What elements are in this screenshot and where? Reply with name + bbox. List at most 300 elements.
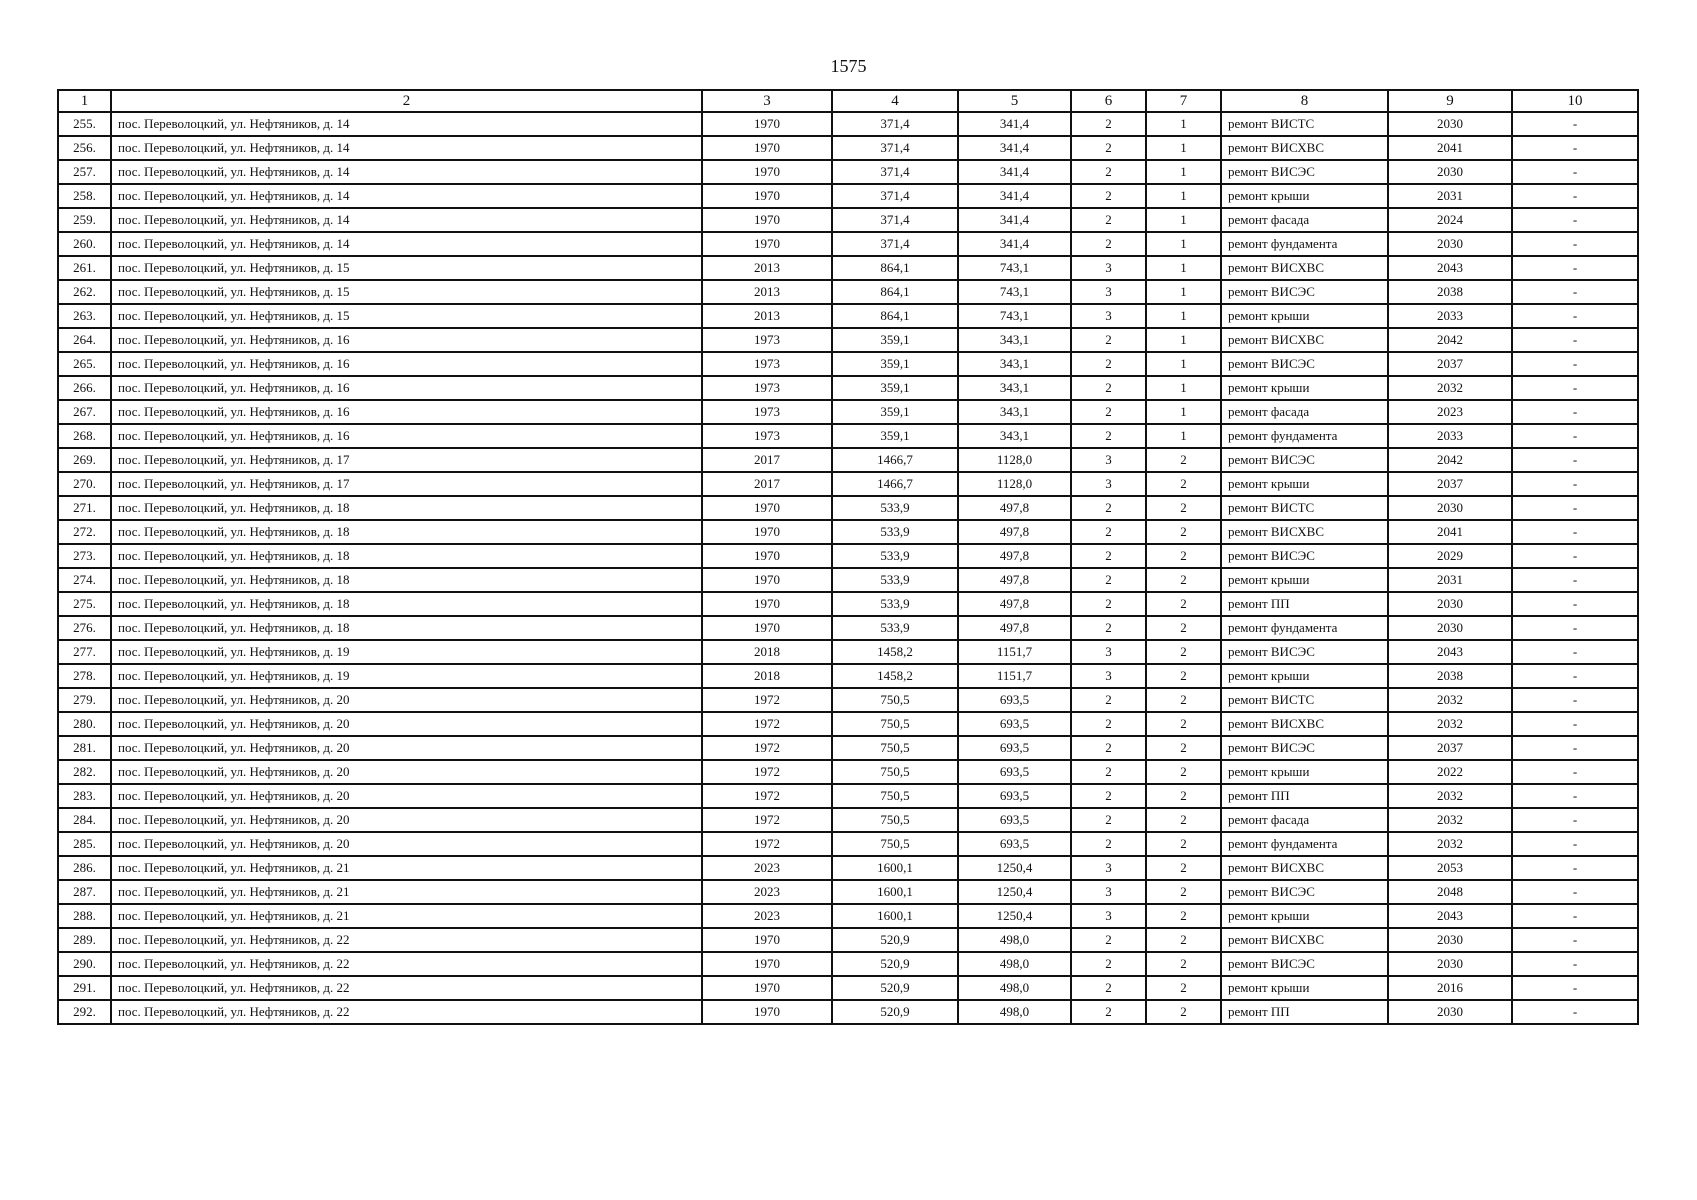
- row-number-cell: 269.: [58, 448, 111, 472]
- column-header: 8: [1221, 90, 1388, 112]
- residential-area-cell: 497,8: [958, 592, 1071, 616]
- total-area-cell: 520,9: [832, 1000, 958, 1024]
- entrances-cell: 2: [1146, 760, 1221, 784]
- row-number-cell: 267.: [58, 400, 111, 424]
- work-type-cell: ремонт фасада: [1221, 400, 1388, 424]
- planned-year-cell: 2033: [1388, 304, 1512, 328]
- residential-area-cell: 497,8: [958, 616, 1071, 640]
- residential-area-cell: 343,1: [958, 400, 1071, 424]
- note-cell: -: [1512, 184, 1638, 208]
- work-type-cell: ремонт крыши: [1221, 664, 1388, 688]
- floors-cell: 2: [1071, 400, 1146, 424]
- note-cell: -: [1512, 952, 1638, 976]
- address-cell: пос. Переволоцкий, ул. Нефтяников, д. 21: [111, 880, 702, 904]
- total-area-cell: 750,5: [832, 712, 958, 736]
- floors-cell: 2: [1071, 760, 1146, 784]
- row-number-cell: 290.: [58, 952, 111, 976]
- work-type-cell: ремонт фундамента: [1221, 424, 1388, 448]
- residential-area-cell: 341,4: [958, 232, 1071, 256]
- residential-area-cell: 341,4: [958, 112, 1071, 136]
- row-number-cell: 265.: [58, 352, 111, 376]
- total-area-cell: 750,5: [832, 784, 958, 808]
- note-cell: -: [1512, 928, 1638, 952]
- year-built-cell: 2023: [702, 856, 832, 880]
- floors-cell: 2: [1071, 544, 1146, 568]
- year-built-cell: 1970: [702, 928, 832, 952]
- note-cell: -: [1512, 304, 1638, 328]
- column-header: 2: [111, 90, 702, 112]
- planned-year-cell: 2037: [1388, 352, 1512, 376]
- floors-cell: 3: [1071, 904, 1146, 928]
- entrances-cell: 2: [1146, 736, 1221, 760]
- planned-year-cell: 2037: [1388, 472, 1512, 496]
- note-cell: -: [1512, 160, 1638, 184]
- residential-area-cell: 1250,4: [958, 856, 1071, 880]
- row-number-cell: 292.: [58, 1000, 111, 1024]
- entrances-cell: 2: [1146, 808, 1221, 832]
- row-number-cell: 266.: [58, 376, 111, 400]
- floors-cell: 2: [1071, 160, 1146, 184]
- table-row: [58, 496, 1638, 520]
- floors-cell: 2: [1071, 976, 1146, 1000]
- work-type-cell: ремонт крыши: [1221, 472, 1388, 496]
- year-built-cell: 1972: [702, 688, 832, 712]
- work-type-cell: ремонт ВИСХВС: [1221, 856, 1388, 880]
- address-cell: пос. Переволоцкий, ул. Нефтяников, д. 21: [111, 856, 702, 880]
- address-cell: пос. Переволоцкий, ул. Нефтяников, д. 14: [111, 184, 702, 208]
- entrances-cell: 2: [1146, 952, 1221, 976]
- year-built-cell: 1972: [702, 832, 832, 856]
- total-area-cell: 359,1: [832, 424, 958, 448]
- residential-area-cell: 693,5: [958, 784, 1071, 808]
- planned-year-cell: 2030: [1388, 592, 1512, 616]
- address-cell: пос. Переволоцкий, ул. Нефтяников, д. 16: [111, 400, 702, 424]
- floors-cell: 3: [1071, 256, 1146, 280]
- address-cell: пос. Переволоцкий, ул. Нефтяников, д. 18: [111, 544, 702, 568]
- table-row: [58, 376, 1638, 400]
- entrances-cell: 1: [1146, 328, 1221, 352]
- note-cell: -: [1512, 664, 1638, 688]
- total-area-cell: 520,9: [832, 952, 958, 976]
- floors-cell: 2: [1071, 736, 1146, 760]
- row-number-cell: 261.: [58, 256, 111, 280]
- work-type-cell: ремонт крыши: [1221, 976, 1388, 1000]
- row-number-cell: 264.: [58, 328, 111, 352]
- year-built-cell: 2023: [702, 880, 832, 904]
- note-cell: -: [1512, 424, 1638, 448]
- work-type-cell: ремонт ВИСХВС: [1221, 136, 1388, 160]
- work-type-cell: ремонт ВИСХВС: [1221, 328, 1388, 352]
- table-row: [58, 448, 1638, 472]
- row-number-cell: 287.: [58, 880, 111, 904]
- year-built-cell: 1970: [702, 496, 832, 520]
- column-header: 10: [1512, 90, 1638, 112]
- planned-year-cell: 2030: [1388, 112, 1512, 136]
- planned-year-cell: 2032: [1388, 808, 1512, 832]
- address-cell: пос. Переволоцкий, ул. Нефтяников, д. 18: [111, 616, 702, 640]
- floors-cell: 2: [1071, 184, 1146, 208]
- floors-cell: 3: [1071, 640, 1146, 664]
- table-row: [58, 928, 1638, 952]
- table-row: [58, 112, 1638, 136]
- work-type-cell: ремонт ВИСХВС: [1221, 712, 1388, 736]
- residential-area-cell: 497,8: [958, 520, 1071, 544]
- entrances-cell: 1: [1146, 376, 1221, 400]
- planned-year-cell: 2031: [1388, 184, 1512, 208]
- floors-cell: 2: [1071, 592, 1146, 616]
- planned-year-cell: 2032: [1388, 376, 1512, 400]
- note-cell: -: [1512, 808, 1638, 832]
- work-type-cell: ремонт ВИСЭС: [1221, 448, 1388, 472]
- total-area-cell: 371,4: [832, 136, 958, 160]
- total-area-cell: 371,4: [832, 232, 958, 256]
- planned-year-cell: 2048: [1388, 880, 1512, 904]
- note-cell: -: [1512, 112, 1638, 136]
- note-cell: -: [1512, 400, 1638, 424]
- note-cell: -: [1512, 856, 1638, 880]
- year-built-cell: 1970: [702, 112, 832, 136]
- year-built-cell: 2023: [702, 904, 832, 928]
- floors-cell: 2: [1071, 352, 1146, 376]
- total-area-cell: 371,4: [832, 184, 958, 208]
- total-area-cell: 520,9: [832, 976, 958, 1000]
- planned-year-cell: 2032: [1388, 784, 1512, 808]
- entrances-cell: 1: [1146, 112, 1221, 136]
- entrances-cell: 2: [1146, 544, 1221, 568]
- table-row: [58, 832, 1638, 856]
- note-cell: -: [1512, 616, 1638, 640]
- entrances-cell: 2: [1146, 472, 1221, 496]
- entrances-cell: 2: [1146, 880, 1221, 904]
- total-area-cell: 1600,1: [832, 880, 958, 904]
- total-area-cell: 1458,2: [832, 664, 958, 688]
- year-built-cell: 1973: [702, 352, 832, 376]
- residential-area-cell: 693,5: [958, 736, 1071, 760]
- table-row: [58, 400, 1638, 424]
- address-cell: пос. Переволоцкий, ул. Нефтяников, д. 20: [111, 712, 702, 736]
- work-type-cell: ремонт ВИСЭС: [1221, 352, 1388, 376]
- year-built-cell: 1972: [702, 808, 832, 832]
- row-number-cell: 288.: [58, 904, 111, 928]
- table-row: [58, 784, 1638, 808]
- address-cell: пос. Переволоцкий, ул. Нефтяников, д. 20: [111, 808, 702, 832]
- note-cell: -: [1512, 712, 1638, 736]
- work-type-cell: ремонт ВИСЭС: [1221, 280, 1388, 304]
- address-cell: пос. Переволоцкий, ул. Нефтяников, д. 14: [111, 208, 702, 232]
- total-area-cell: 1600,1: [832, 904, 958, 928]
- row-number-cell: 283.: [58, 784, 111, 808]
- note-cell: -: [1512, 568, 1638, 592]
- year-built-cell: 2013: [702, 280, 832, 304]
- row-number-cell: 263.: [58, 304, 111, 328]
- work-type-cell: ремонт ВИСЭС: [1221, 160, 1388, 184]
- table-row: [58, 640, 1638, 664]
- header-row: [58, 90, 1638, 112]
- total-area-cell: 371,4: [832, 160, 958, 184]
- address-cell: пос. Переволоцкий, ул. Нефтяников, д. 20: [111, 760, 702, 784]
- note-cell: -: [1512, 376, 1638, 400]
- floors-cell: 2: [1071, 688, 1146, 712]
- address-cell: пос. Переволоцкий, ул. Нефтяников, д. 20: [111, 832, 702, 856]
- planned-year-cell: 2023: [1388, 400, 1512, 424]
- planned-year-cell: 2030: [1388, 1000, 1512, 1024]
- total-area-cell: 359,1: [832, 352, 958, 376]
- floors-cell: 2: [1071, 1000, 1146, 1024]
- column-header: 4: [832, 90, 958, 112]
- column-header: 1: [58, 90, 111, 112]
- table-row: [58, 520, 1638, 544]
- address-cell: пос. Переволоцкий, ул. Нефтяников, д. 15: [111, 256, 702, 280]
- entrances-cell: 1: [1146, 400, 1221, 424]
- entrances-cell: 1: [1146, 160, 1221, 184]
- total-area-cell: 1458,2: [832, 640, 958, 664]
- note-cell: -: [1512, 760, 1638, 784]
- floors-cell: 2: [1071, 496, 1146, 520]
- year-built-cell: 1970: [702, 952, 832, 976]
- address-cell: пос. Переволоцкий, ул. Нефтяников, д. 14: [111, 112, 702, 136]
- entrances-cell: 2: [1146, 664, 1221, 688]
- work-type-cell: ремонт крыши: [1221, 304, 1388, 328]
- column-header: 5: [958, 90, 1071, 112]
- residential-area-cell: 497,8: [958, 568, 1071, 592]
- planned-year-cell: 2042: [1388, 328, 1512, 352]
- note-cell: -: [1512, 736, 1638, 760]
- year-built-cell: 1973: [702, 400, 832, 424]
- column-header: 9: [1388, 90, 1512, 112]
- planned-year-cell: 2029: [1388, 544, 1512, 568]
- entrances-cell: 2: [1146, 688, 1221, 712]
- table-row: [58, 256, 1638, 280]
- row-number-cell: 278.: [58, 664, 111, 688]
- year-built-cell: 2013: [702, 256, 832, 280]
- note-cell: -: [1512, 448, 1638, 472]
- address-cell: пос. Переволоцкий, ул. Нефтяников, д. 14: [111, 160, 702, 184]
- row-number-cell: 256.: [58, 136, 111, 160]
- column-header: 6: [1071, 90, 1146, 112]
- page-number: 1575: [830, 56, 867, 76]
- planned-year-cell: 2042: [1388, 448, 1512, 472]
- total-area-cell: 864,1: [832, 280, 958, 304]
- note-cell: -: [1512, 904, 1638, 928]
- entrances-cell: 2: [1146, 784, 1221, 808]
- planned-year-cell: 2030: [1388, 496, 1512, 520]
- planned-year-cell: 2030: [1388, 232, 1512, 256]
- address-cell: пос. Переволоцкий, ул. Нефтяников, д. 16: [111, 352, 702, 376]
- year-built-cell: 1973: [702, 376, 832, 400]
- work-type-cell: ремонт фундамента: [1221, 232, 1388, 256]
- year-built-cell: 1970: [702, 616, 832, 640]
- residential-area-cell: 343,1: [958, 376, 1071, 400]
- address-cell: пос. Переволоцкий, ул. Нефтяников, д. 14: [111, 136, 702, 160]
- address-cell: пос. Переволоцкий, ул. Нефтяников, д. 22: [111, 1000, 702, 1024]
- entrances-cell: 2: [1146, 1000, 1221, 1024]
- work-type-cell: ремонт ПП: [1221, 1000, 1388, 1024]
- residential-area-cell: 1128,0: [958, 448, 1071, 472]
- floors-cell: 3: [1071, 856, 1146, 880]
- table-row: [58, 616, 1638, 640]
- year-built-cell: 2013: [702, 304, 832, 328]
- planned-year-cell: 2030: [1388, 928, 1512, 952]
- address-cell: пос. Переволоцкий, ул. Нефтяников, д. 22: [111, 976, 702, 1000]
- year-built-cell: 1970: [702, 568, 832, 592]
- year-built-cell: 1973: [702, 424, 832, 448]
- table-row: [58, 952, 1638, 976]
- address-cell: пос. Переволоцкий, ул. Нефтяников, д. 19: [111, 664, 702, 688]
- address-cell: пос. Переволоцкий, ул. Нефтяников, д. 19: [111, 640, 702, 664]
- planned-year-cell: 2043: [1388, 256, 1512, 280]
- note-cell: -: [1512, 1000, 1638, 1024]
- work-type-cell: ремонт ВИСХВС: [1221, 520, 1388, 544]
- planned-year-cell: 2031: [1388, 568, 1512, 592]
- address-cell: пос. Переволоцкий, ул. Нефтяников, д. 22: [111, 928, 702, 952]
- planned-year-cell: 2053: [1388, 856, 1512, 880]
- address-cell: пос. Переволоцкий, ул. Нефтяников, д. 20: [111, 784, 702, 808]
- note-cell: -: [1512, 280, 1638, 304]
- year-built-cell: 2018: [702, 640, 832, 664]
- work-type-cell: ремонт крыши: [1221, 760, 1388, 784]
- planned-year-cell: 2024: [1388, 208, 1512, 232]
- table-row: [58, 160, 1638, 184]
- table-row: [58, 136, 1638, 160]
- address-cell: пос. Переволоцкий, ул. Нефтяников, д. 17: [111, 472, 702, 496]
- work-type-cell: ремонт ВИСТС: [1221, 496, 1388, 520]
- floors-cell: 3: [1071, 664, 1146, 688]
- planned-year-cell: 2033: [1388, 424, 1512, 448]
- floors-cell: 2: [1071, 136, 1146, 160]
- planned-year-cell: 2030: [1388, 952, 1512, 976]
- table-row: [58, 688, 1638, 712]
- total-area-cell: 533,9: [832, 592, 958, 616]
- entrances-cell: 2: [1146, 832, 1221, 856]
- row-number-cell: 285.: [58, 832, 111, 856]
- row-number-cell: 289.: [58, 928, 111, 952]
- work-type-cell: ремонт фасада: [1221, 208, 1388, 232]
- entrances-cell: 1: [1146, 136, 1221, 160]
- year-built-cell: 2018: [702, 664, 832, 688]
- floors-cell: 2: [1071, 712, 1146, 736]
- floors-cell: 3: [1071, 448, 1146, 472]
- row-number-cell: 255.: [58, 112, 111, 136]
- floors-cell: 2: [1071, 784, 1146, 808]
- table-row: [58, 424, 1638, 448]
- entrances-cell: 1: [1146, 232, 1221, 256]
- planned-year-cell: 2037: [1388, 736, 1512, 760]
- row-number-cell: 277.: [58, 640, 111, 664]
- row-number-cell: 291.: [58, 976, 111, 1000]
- entrances-cell: 1: [1146, 424, 1221, 448]
- row-number-cell: 257.: [58, 160, 111, 184]
- total-area-cell: 533,9: [832, 544, 958, 568]
- row-number-cell: 275.: [58, 592, 111, 616]
- residential-area-cell: 693,5: [958, 832, 1071, 856]
- table-row: [58, 472, 1638, 496]
- row-number-cell: 262.: [58, 280, 111, 304]
- row-number-cell: 286.: [58, 856, 111, 880]
- address-cell: пос. Переволоцкий, ул. Нефтяников, д. 15: [111, 280, 702, 304]
- year-built-cell: 1970: [702, 160, 832, 184]
- work-type-cell: ремонт крыши: [1221, 184, 1388, 208]
- work-type-cell: ремонт ВИСЭС: [1221, 880, 1388, 904]
- floors-cell: 2: [1071, 208, 1146, 232]
- note-cell: -: [1512, 640, 1638, 664]
- entrances-cell: 1: [1146, 184, 1221, 208]
- table-row: [58, 808, 1638, 832]
- planned-year-cell: 2030: [1388, 616, 1512, 640]
- work-type-cell: ремонт ВИСХВС: [1221, 256, 1388, 280]
- floors-cell: 2: [1071, 328, 1146, 352]
- table-row: [58, 760, 1638, 784]
- total-area-cell: 371,4: [832, 208, 958, 232]
- planned-year-cell: 2041: [1388, 520, 1512, 544]
- table-row: [58, 1000, 1638, 1024]
- residential-area-cell: 693,5: [958, 808, 1071, 832]
- table-row: [58, 568, 1638, 592]
- entrances-cell: 2: [1146, 976, 1221, 1000]
- table-row: [58, 304, 1638, 328]
- note-cell: -: [1512, 832, 1638, 856]
- residential-area-cell: 497,8: [958, 496, 1071, 520]
- floors-cell: 3: [1071, 880, 1146, 904]
- planned-year-cell: 2032: [1388, 688, 1512, 712]
- total-area-cell: 750,5: [832, 808, 958, 832]
- row-number-cell: 259.: [58, 208, 111, 232]
- residential-area-cell: 693,5: [958, 688, 1071, 712]
- residential-area-cell: 498,0: [958, 952, 1071, 976]
- total-area-cell: 371,4: [832, 112, 958, 136]
- floors-cell: 3: [1071, 472, 1146, 496]
- note-cell: -: [1512, 136, 1638, 160]
- address-cell: пос. Переволоцкий, ул. Нефтяников, д. 22: [111, 952, 702, 976]
- entrances-cell: 2: [1146, 568, 1221, 592]
- residential-area-cell: 1151,7: [958, 640, 1071, 664]
- planned-year-cell: 2043: [1388, 640, 1512, 664]
- work-type-cell: ремонт ВИСЭС: [1221, 640, 1388, 664]
- planned-year-cell: 2016: [1388, 976, 1512, 1000]
- address-cell: пос. Переволоцкий, ул. Нефтяников, д. 14: [111, 232, 702, 256]
- entrances-cell: 1: [1146, 208, 1221, 232]
- work-type-cell: ремонт ВИСЭС: [1221, 736, 1388, 760]
- note-cell: -: [1512, 976, 1638, 1000]
- address-cell: пос. Переволоцкий, ул. Нефтяников, д. 17: [111, 448, 702, 472]
- table-row: [58, 880, 1638, 904]
- floors-cell: 2: [1071, 832, 1146, 856]
- residential-area-cell: 693,5: [958, 760, 1071, 784]
- table-row: [58, 592, 1638, 616]
- planned-year-cell: 2032: [1388, 832, 1512, 856]
- row-number-cell: 258.: [58, 184, 111, 208]
- table-row: [58, 232, 1638, 256]
- entrances-cell: 2: [1146, 448, 1221, 472]
- year-built-cell: 1970: [702, 520, 832, 544]
- residential-area-cell: 341,4: [958, 208, 1071, 232]
- entrances-cell: 2: [1146, 496, 1221, 520]
- total-area-cell: 864,1: [832, 304, 958, 328]
- work-type-cell: ремонт ПП: [1221, 592, 1388, 616]
- entrances-cell: 2: [1146, 520, 1221, 544]
- entrances-cell: 1: [1146, 304, 1221, 328]
- work-type-cell: ремонт крыши: [1221, 376, 1388, 400]
- address-cell: пос. Переволоцкий, ул. Нефтяников, д. 18: [111, 592, 702, 616]
- planned-year-cell: 2043: [1388, 904, 1512, 928]
- row-number-cell: 279.: [58, 688, 111, 712]
- total-area-cell: 750,5: [832, 760, 958, 784]
- planned-year-cell: 2032: [1388, 712, 1512, 736]
- register-table: [57, 89, 1639, 1025]
- table-row: [58, 976, 1638, 1000]
- total-area-cell: 750,5: [832, 688, 958, 712]
- residential-area-cell: 343,1: [958, 424, 1071, 448]
- row-number-cell: 281.: [58, 736, 111, 760]
